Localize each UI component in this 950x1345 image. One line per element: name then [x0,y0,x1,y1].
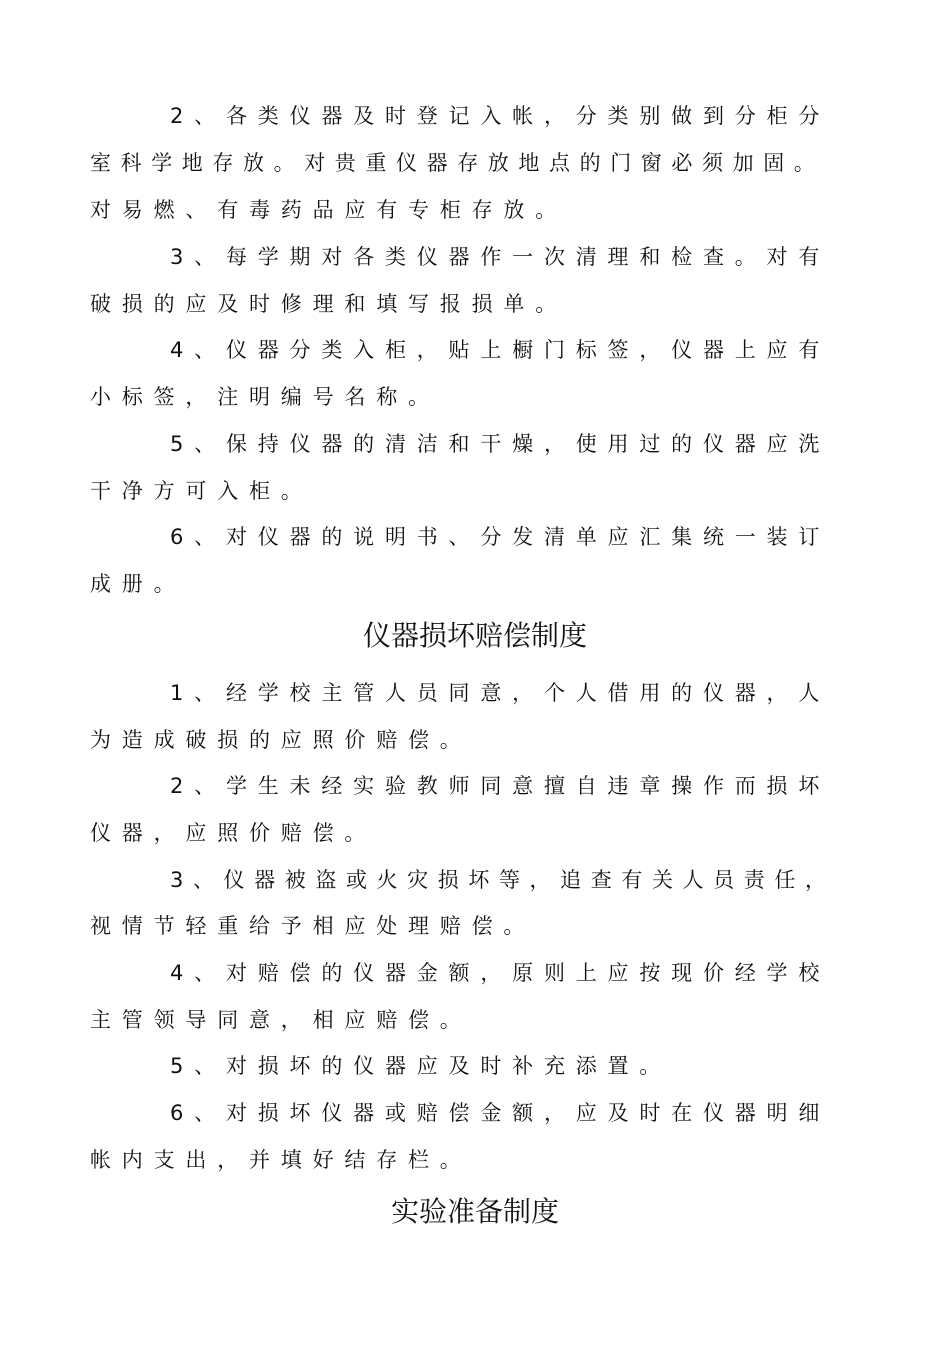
paragraph-2-line-2: 室科学地存放。对贵重仪器存放地点的门窗必须加固。 [90,151,825,175]
paragraph-6-line-1: 6、对仪器的说明书、分发清单应汇集统一装订 [170,525,831,549]
rule-3-line-2: 视情节轻重给予相应处理赔偿。 [90,914,536,938]
paragraph-5-line-1: 5、保持仪器的清洁和干燥，使用过的仪器应洗 [170,432,831,456]
paragraph-6-line-2: 成册。 [90,572,186,596]
paragraph-4-line-2: 小标签，注明编号名称。 [90,385,440,409]
paragraph-4-line-1: 4、仪器分类入柜，贴上橱门标签，仪器上应有 [170,338,831,362]
section-title-damage-compensation: 仪器损坏赔偿制度 [362,619,587,652]
rule-4-line-2: 主管领导同意，相应赔偿。 [90,1008,472,1032]
rule-1-line-1: 1、经学校主管人员同意，个人借用的仪器，人 [170,681,831,705]
rule-3-line-1: 3、仪器被盗或火灾损坏等，追查有关人员责任， [170,868,836,892]
paragraph-2-line-3: 对易燃、有毒药品应有专柜存放。 [90,198,567,222]
paragraph-2-line-1: 2、各类仪器及时登记入帐，分类别做到分柜分 [170,104,831,128]
rule-6-line-2: 帐内支出，并填好结存栏。 [90,1148,472,1172]
rule-1-line-2: 为造成破损的应照价赔偿。 [90,728,472,752]
rule-2-line-1: 2、学生未经实验教师同意擅自违章操作而损坏 [170,774,831,798]
rule-5-line-1: 5、对损坏的仪器应及时补充添置。 [170,1054,672,1078]
paragraph-3-line-2: 破损的应及时修理和填写报损单。 [90,292,567,316]
rule-2-line-2: 仪器，应照价赔偿。 [90,821,377,845]
paragraph-3-line-1: 3、每学期对各类仪器作一次清理和检查。对有 [170,245,831,269]
paragraph-5-line-2: 干净方可入柜。 [90,479,313,503]
rule-4-line-1: 4、对赔偿的仪器金额，原则上应按现价经学校 [170,961,831,985]
section-title-experiment-preparation: 实验准备制度 [390,1195,559,1228]
rule-6-line-1: 6、对损坏仪器或赔偿金额，应及时在仪器明细 [170,1101,831,1125]
